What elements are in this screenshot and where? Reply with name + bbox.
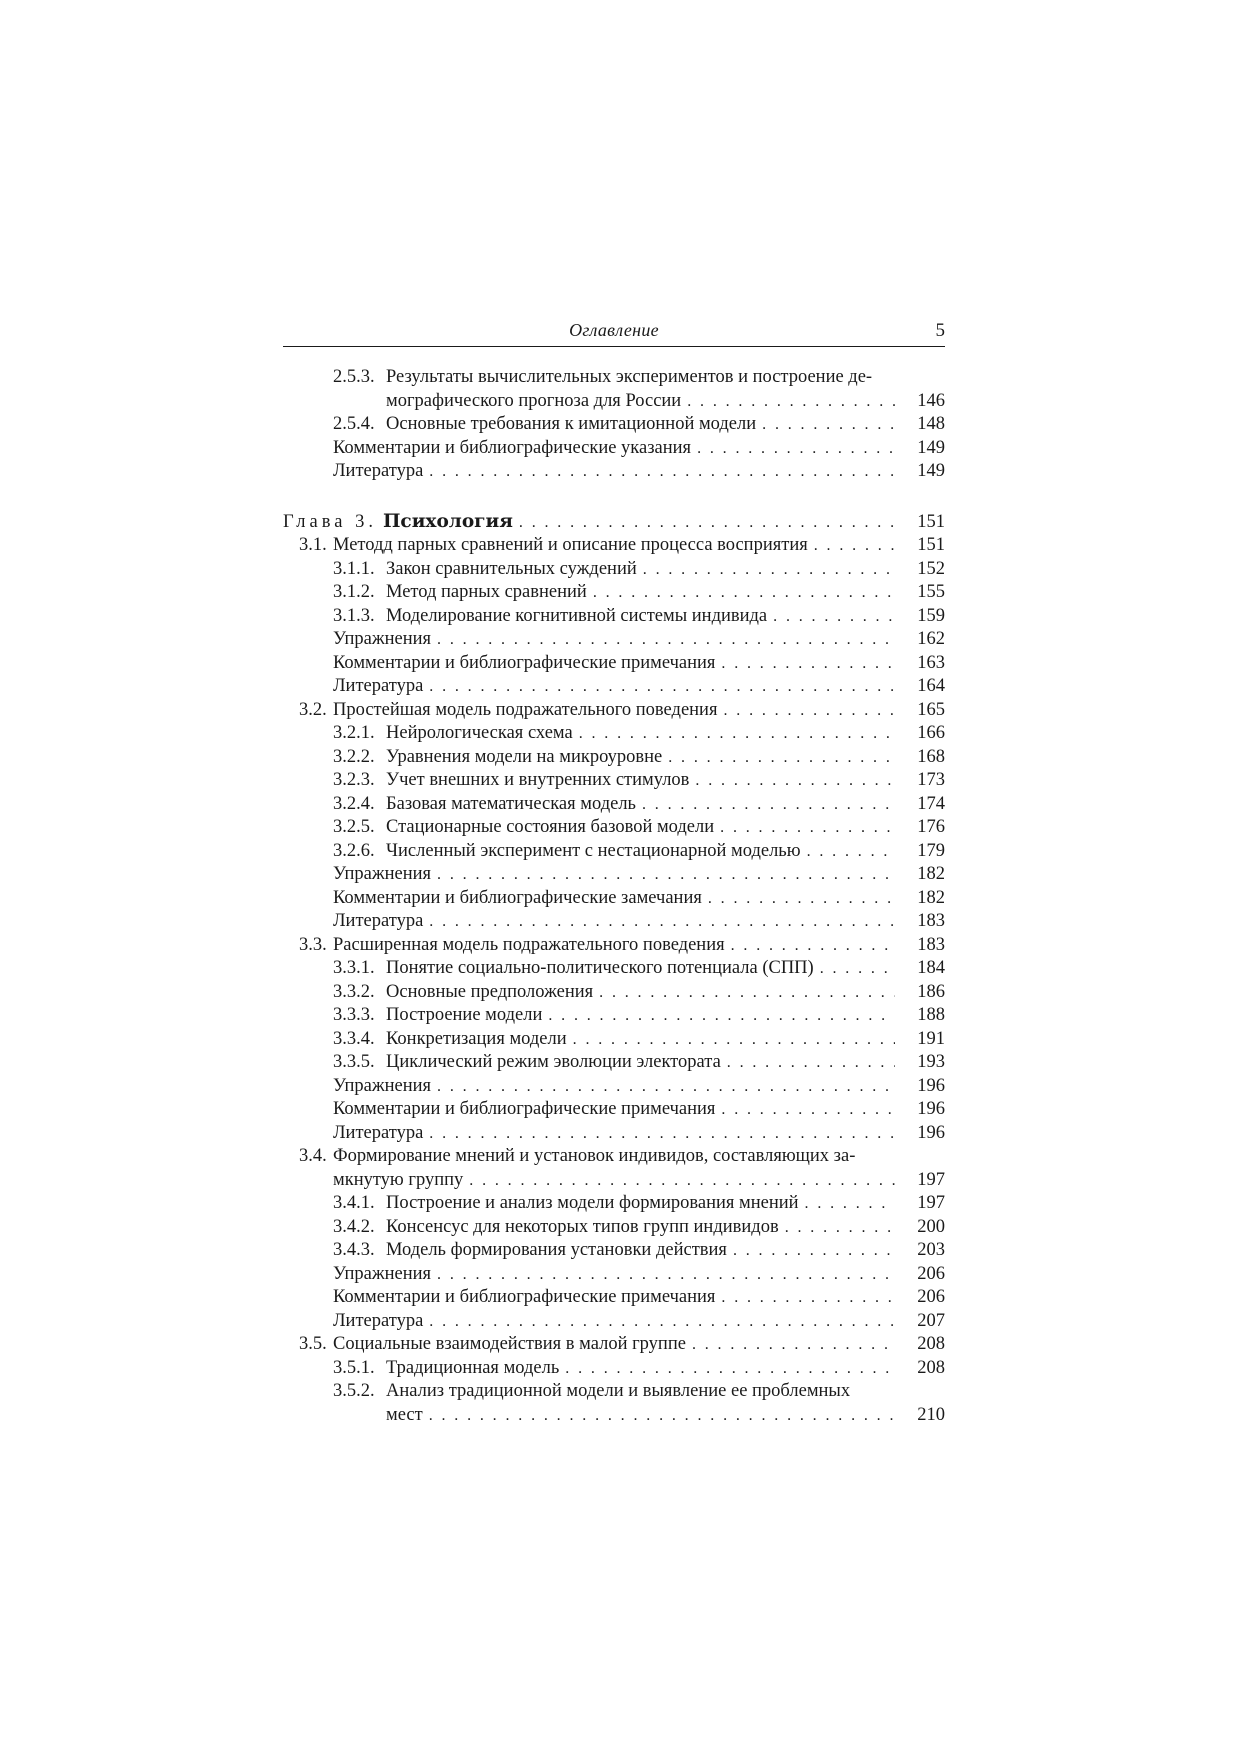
toc-entry-page: 210 xyxy=(917,1404,945,1425)
toc-entry-page: 196 xyxy=(917,1075,945,1096)
toc-entry-title: Литература xyxy=(333,911,424,931)
toc-entry-3-3-4[interactable] xyxy=(283,1028,945,1052)
dot-leader xyxy=(429,1122,895,1146)
toc-entry-page: 165 xyxy=(917,699,945,720)
toc-entry-number: 3.3.3. xyxy=(333,1005,375,1025)
toc-entry-page: 200 xyxy=(917,1216,945,1237)
toc-entry-title: Консенсус для некоторых типов групп индивидов xyxy=(386,1216,779,1237)
toc-entry-page: 206 xyxy=(917,1287,945,1307)
table-of-contents xyxy=(283,366,945,1427)
toc-entry-number: 3.2.2. xyxy=(333,746,375,767)
toc-entry-title: Нейрологическая схема xyxy=(386,723,573,743)
toc-entry-title: Традиционная модель xyxy=(386,1357,560,1378)
toc-entry-title: Литература xyxy=(333,1310,424,1331)
toc-entry-title: Моделирование когнитивной системы индивида xyxy=(386,605,768,626)
toc-entry-3-2-1[interactable] xyxy=(283,722,945,746)
toc-entry-title: Построение модели xyxy=(386,1005,543,1025)
toc-entry-title: Упражнения xyxy=(333,629,432,649)
dot-leader xyxy=(429,460,895,484)
toc-entry-page: 188 xyxy=(917,1005,945,1025)
dot-leader xyxy=(429,675,895,699)
toc-entry-page: 203 xyxy=(917,1240,945,1260)
toc-entry-page: 159 xyxy=(917,605,945,626)
toc-entry-title: Расширенная модель подражательного поведения xyxy=(333,934,725,955)
toc-entry-title-line2: мкнутую группу xyxy=(333,1169,464,1190)
toc-entry-number: 3.2.5. xyxy=(333,817,375,837)
dot-leader xyxy=(437,863,895,887)
toc-entry-number: 3.4.2. xyxy=(333,1216,375,1237)
toc-entry-page: 208 xyxy=(917,1357,945,1378)
toc-entry-title: Стационарные состояния базовой модели xyxy=(386,817,715,837)
toc-entry-literature[interactable] xyxy=(283,1310,945,1334)
toc-entry-title-line1: Анализ традиционной модели и выявление ее проблемных xyxy=(386,1381,851,1401)
toc-entry-title: Комментарии и библиографические примечания xyxy=(333,652,716,673)
toc-entry-number: 3.2.6. xyxy=(333,840,375,861)
toc-entry-page: 151 xyxy=(917,535,945,555)
toc-entry-page: 173 xyxy=(917,770,945,790)
toc-entry-comments[interactable] xyxy=(283,437,945,461)
dot-leader xyxy=(807,840,895,864)
toc-entry-number: 3.5.2. xyxy=(333,1381,375,1401)
toc-entry-title: Комментарии и библиографические замечания xyxy=(333,887,702,908)
toc-entry-number: 3.4.1. xyxy=(333,1193,375,1213)
dot-leader xyxy=(437,1263,895,1287)
toc-entry-page: 155 xyxy=(917,582,945,602)
toc-entry-number: 3.2.3. xyxy=(333,770,375,790)
toc-entry-title: Упражнения xyxy=(333,1075,432,1096)
toc-entry-title: Комментарии и библиографические примечания xyxy=(333,1287,716,1307)
toc-entry-number: 3.4. xyxy=(299,1146,327,1166)
toc-entry-page: 146 xyxy=(917,390,945,411)
dot-leader xyxy=(720,816,895,840)
toc-entry-page: 176 xyxy=(917,817,945,837)
toc-entry-title: Литература xyxy=(333,461,424,481)
dot-leader xyxy=(723,699,895,723)
toc-entry-page: 162 xyxy=(917,629,945,649)
toc-entry-page: 179 xyxy=(917,840,945,861)
toc-entry-page: 184 xyxy=(917,958,945,978)
toc-entry-number: 3.5. xyxy=(299,1334,327,1354)
toc-entry-title-line1: Результаты вычислительных экспериментов и построение де- xyxy=(386,367,873,387)
toc-entry-3-3-2[interactable] xyxy=(283,981,945,1005)
toc-entry-title-line2: мографического прогноза для России xyxy=(386,390,682,411)
dot-leader xyxy=(733,1239,895,1263)
toc-entry-page: 149 xyxy=(917,437,945,458)
toc-entry-3-3-5[interactable] xyxy=(283,1051,945,1075)
toc-entry-page: 148 xyxy=(917,414,945,434)
dot-leader xyxy=(805,1192,895,1216)
dot-leader xyxy=(643,558,895,582)
dot-leader xyxy=(429,910,895,934)
dot-leader xyxy=(548,1004,895,1028)
toc-entry-number: 3.1. xyxy=(299,535,327,555)
toc-entry-number: 3.1.1. xyxy=(333,558,375,579)
toc-entry-3-1-1[interactable] xyxy=(283,558,945,582)
toc-entry-title: Основные предположения xyxy=(386,981,594,1002)
toc-entry-page: 183 xyxy=(917,911,945,931)
toc-entry-number: 3.2.4. xyxy=(333,793,375,814)
dot-leader xyxy=(721,652,895,676)
toc-entry-title: Литература xyxy=(333,1122,424,1143)
dot-leader xyxy=(429,1404,895,1428)
chapter-title: Психология xyxy=(382,510,513,532)
dot-leader xyxy=(687,390,895,414)
dot-leader xyxy=(429,1310,895,1334)
toc-entry-exercises[interactable] xyxy=(283,1263,945,1287)
toc-entry-title: Учет внешних и внутренних стимулов xyxy=(386,770,690,790)
toc-entry-page: 166 xyxy=(917,723,945,743)
page-header xyxy=(283,320,945,347)
toc-entry-3-5-2[interactable] xyxy=(283,1380,945,1427)
toc-entry-number: 3.2. xyxy=(299,699,327,720)
toc-entry-page: 149 xyxy=(917,461,945,481)
toc-entry-3-3-1[interactable] xyxy=(283,957,945,981)
toc-entry-title: Социальные взаимодействия в малой группе xyxy=(333,1334,686,1354)
toc-entry-title: Комментарии и библиографические примечания xyxy=(333,1099,716,1119)
toc-entry-page: 163 xyxy=(917,652,945,673)
dot-leader xyxy=(814,534,895,558)
toc-entry-number: 3.3.4. xyxy=(333,1028,375,1049)
toc-entry-title: Построение и анализ модели формирования мнений xyxy=(386,1193,799,1213)
toc-entry-title: Упражнения xyxy=(333,1263,432,1284)
toc-entry-page: 193 xyxy=(917,1052,945,1072)
toc-entry-title: Уравнения модели на микроуровне xyxy=(386,746,663,767)
toc-entry-literature[interactable] xyxy=(283,675,945,699)
toc-entry-page: 152 xyxy=(917,558,945,579)
toc-entry-page: 168 xyxy=(917,746,945,767)
toc-entry-exercises[interactable] xyxy=(283,1075,945,1099)
toc-entry-number: 2.5.4. xyxy=(333,414,375,434)
dot-leader xyxy=(721,1098,895,1122)
toc-entry-title: Комментарии и библиографические указания xyxy=(333,437,692,458)
dot-leader xyxy=(721,1286,895,1310)
dot-leader xyxy=(731,934,895,958)
toc-entry-number: 3.1.3. xyxy=(333,605,375,626)
toc-entry-number: 2.5.3. xyxy=(333,367,375,387)
toc-entry-page: 174 xyxy=(917,793,945,814)
toc-entry-3-2-3[interactable] xyxy=(283,769,945,793)
toc-entry-page: 197 xyxy=(917,1169,945,1190)
toc-entry-literature[interactable] xyxy=(283,460,945,484)
dot-leader xyxy=(727,1051,895,1075)
toc-entry-number: 3.5.1. xyxy=(333,1357,375,1378)
toc-entry-number: 3.3.5. xyxy=(333,1052,375,1072)
toc-entry-comments[interactable] xyxy=(283,1286,945,1310)
toc-entry-title: Понятие социально-политического потенциала (СПП) xyxy=(386,958,814,978)
dot-leader xyxy=(469,1169,895,1193)
toc-entry-3-2-4[interactable] xyxy=(283,793,945,817)
toc-entry-title: Метод парных сравнений xyxy=(386,582,587,602)
toc-entry-title: Конкретизация модели xyxy=(386,1028,567,1049)
toc-entry-literature[interactable] xyxy=(283,1122,945,1146)
dot-leader xyxy=(579,722,895,746)
dot-leader xyxy=(437,1075,895,1099)
dot-leader xyxy=(785,1216,895,1240)
dot-leader xyxy=(573,1028,895,1052)
toc-entry-page: 182 xyxy=(917,887,945,908)
toc-entry-3-2[interactable] xyxy=(283,699,945,723)
toc-entry-3-5[interactable] xyxy=(283,1333,945,1357)
toc-entry-title: Основные требования к имитационной модели xyxy=(386,414,757,434)
toc-entry-3-4[interactable] xyxy=(283,1145,945,1192)
toc-entry-number: 3.1.2. xyxy=(333,582,375,602)
page-number: 5 xyxy=(935,320,945,341)
dot-leader xyxy=(565,1357,895,1381)
toc-entry-2-5-4[interactable] xyxy=(283,413,945,437)
toc-entry-number: 3.3.1. xyxy=(333,958,375,978)
dot-leader xyxy=(437,628,895,652)
dot-leader xyxy=(593,581,895,605)
toc-entry-page: 197 xyxy=(917,1193,945,1213)
toc-entry-comments[interactable] xyxy=(283,652,945,676)
toc-entry-title-line2: мест xyxy=(386,1404,423,1425)
toc-entry-page: 196 xyxy=(917,1099,945,1119)
toc-entry-3-1-2[interactable] xyxy=(283,581,945,605)
toc-entry-page: 196 xyxy=(917,1122,945,1143)
toc-entry-3-5-1[interactable] xyxy=(283,1357,945,1381)
toc-entry-exercises[interactable] xyxy=(283,628,945,652)
toc-entry-3-3[interactable] xyxy=(283,934,945,958)
toc-entry-3-4-1[interactable] xyxy=(283,1192,945,1216)
dot-leader xyxy=(820,957,895,981)
toc-entry-3-1[interactable] xyxy=(283,534,945,558)
toc-entry-page: 208 xyxy=(917,1334,945,1354)
toc-entry-page: 191 xyxy=(917,1028,945,1049)
dot-leader xyxy=(708,887,895,911)
dot-leader xyxy=(668,746,895,770)
dot-leader xyxy=(692,1333,895,1357)
toc-entry-title: Упражнения xyxy=(333,864,432,884)
toc-entry-3-2-2[interactable] xyxy=(283,746,945,770)
chapter-label: Глава 3. xyxy=(283,511,377,532)
toc-entry-title: Модель формирования установки действия xyxy=(386,1240,727,1260)
toc-entry-number: 3.2.1. xyxy=(333,723,375,743)
dot-leader xyxy=(642,793,895,817)
toc-entry-number: 3.3.2. xyxy=(333,981,375,1002)
toc-entry-3-1-3[interactable] xyxy=(283,605,945,629)
toc-entry-page: 186 xyxy=(917,981,945,1002)
toc-entry-3-3-3[interactable] xyxy=(283,1004,945,1028)
toc-entry-3-4-3[interactable] xyxy=(283,1239,945,1263)
toc-entry-literature[interactable] xyxy=(283,910,945,934)
toc-entry-title: Циклический режим эволюции электората xyxy=(386,1052,721,1072)
toc-entry-page: 206 xyxy=(917,1263,945,1284)
running-title: Оглавление xyxy=(569,320,659,340)
dot-leader xyxy=(695,769,895,793)
toc-entry-title: Базовая математическая модель xyxy=(386,793,636,814)
toc-entry-page: 151 xyxy=(917,511,945,532)
toc-entry-title: Закон сравнительных суждений xyxy=(386,558,637,579)
dot-leader xyxy=(697,437,895,461)
toc-entry-page: 183 xyxy=(917,934,945,955)
toc-entry-title: Простейшая модель подражательного поведения xyxy=(333,699,718,720)
toc-entry-page: 207 xyxy=(917,1310,945,1331)
toc-entry-number: 3.4.3. xyxy=(333,1240,375,1260)
toc-entry-title: Литература xyxy=(333,676,424,696)
dot-leader xyxy=(773,605,895,629)
toc-entry-title-line1: Формирование мнений и установок индивидов, составляющих за- xyxy=(333,1146,856,1166)
toc-entry-exercises[interactable] xyxy=(283,863,945,887)
dot-leader xyxy=(599,981,895,1005)
toc-entry-page: 182 xyxy=(917,864,945,884)
toc-entry-comments[interactable] xyxy=(283,887,945,911)
toc-entry-3-4-2[interactable] xyxy=(283,1216,945,1240)
dot-leader xyxy=(519,511,895,535)
toc-entry-page: 164 xyxy=(917,676,945,696)
toc-entry-2-5-3[interactable] xyxy=(283,366,945,413)
toc-entry-number: 3.3. xyxy=(299,934,327,955)
toc-entry-comments[interactable] xyxy=(283,1098,945,1122)
toc-chapter-3[interactable] xyxy=(283,510,945,535)
dot-leader xyxy=(762,413,895,437)
toc-entry-title: Численный эксперимент с нестационарной моделью xyxy=(386,840,801,861)
toc-entry-title: Методд парных сравнений и описание процесса восприятия xyxy=(333,535,808,555)
toc-entry-3-2-6[interactable] xyxy=(283,840,945,864)
toc-entry-3-2-5[interactable] xyxy=(283,816,945,840)
